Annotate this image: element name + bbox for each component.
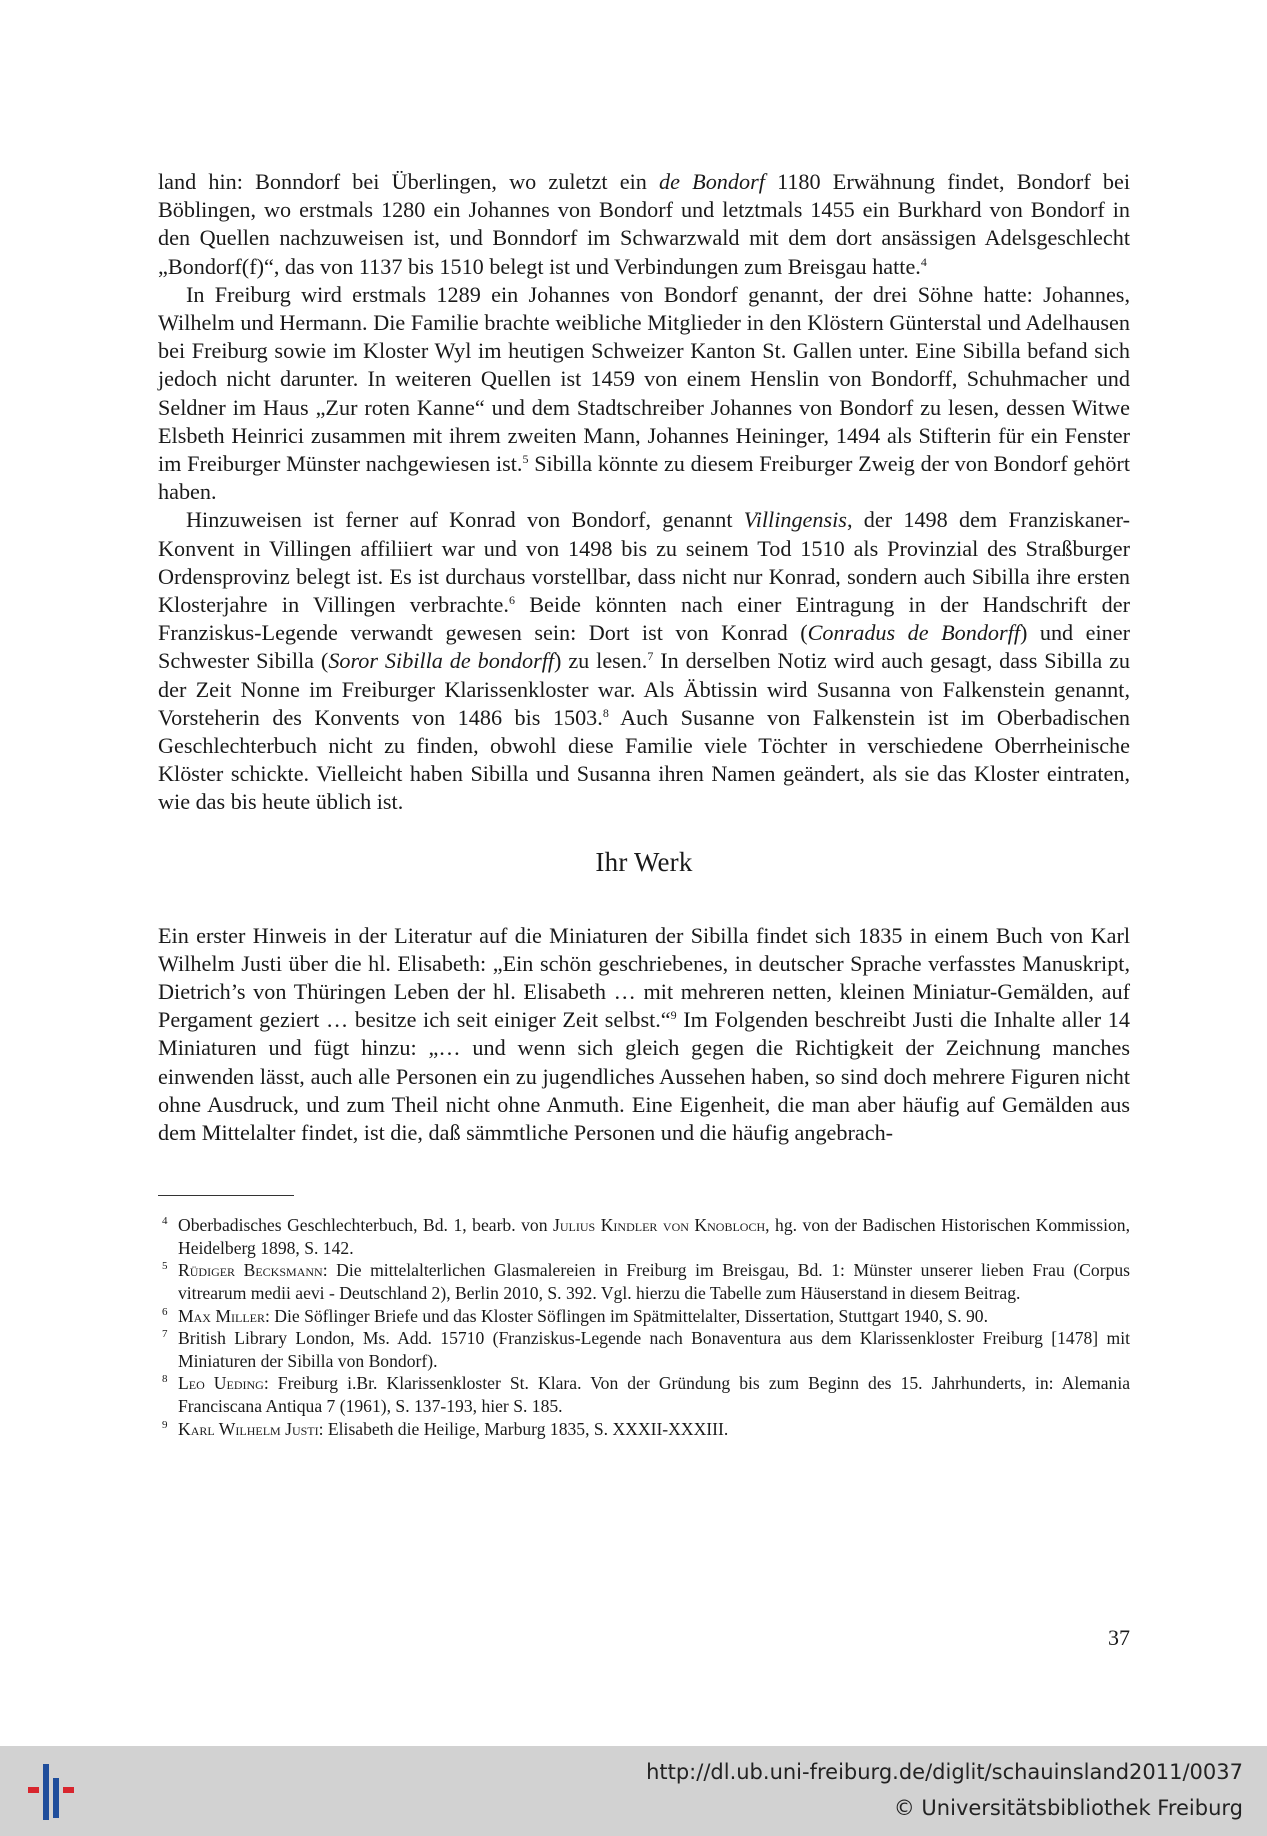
italic-term: Villingensis	[743, 507, 847, 533]
footnote-number: 7	[162, 1328, 168, 1341]
paragraph-2: In Freiburg wird erstmals 1289 ein Johannes von Bondorf genannt, der drei Söhne hatte: Johannes, Wilhelm und Hermann. Die Familie brachte weibliche Mitglieder in den Klöstern Günterstal und Adelhausen bei Freiburg sowie im Kloster Wyl im heutigen Schweizer Kanton St. Gallen unter. Eine Sibilla befand sich jedoch nicht darunter. In weiteren Quellen ist 1459 von einem Henslin von Bondorff, Schuhmacher und Seldner im Haus „Zur roten Kanne“ und dem Stadtschreiber Johannes von Bondorf zu lesen, dessen Witwe Elsbeth Heinrici zusammen mit ihrem zweiten Mann, Johannes Heininger, 1494 als Stifterin für ein Fenster im Freiburger Münster nachgewiesen ist.$^5$ Sibilla könnte zu diesem Freiburger Zweig der von Bondorf gehört haben.	[158, 281, 1130, 505]
footnote-number: 6	[162, 1305, 168, 1318]
page-number: 37	[1108, 1625, 1130, 1650]
author-name: Max Miller	[178, 1305, 266, 1326]
footnote-number: 9	[162, 1418, 168, 1431]
footnote-divider	[158, 1195, 294, 1196]
paragraph-3: Hinzuweisen ist ferner auf Konrad von Bondorf, genannt Villingensis, der 1498 dem Franziskaner-Konvent in Villingen affiliiert war und von 1498 bis zu seinem Tod 1510 als Provinzial des Straßburger Ordensprovinz belegt ist. Es ist durchaus vorstellbar, dass nicht nur Konrad, sondern auch Sibilla ihre ersten Klosterjahre in Villingen verbrachte.$^6$ Beide könnten nach einer Eintragung in der Handschrift der Franziskus-Legende verwandt gewesen sein: Dort ist von Konrad (Conradus de Bondorff) und einer Schwester Sibilla (Soror Sibilla de bondorff) zu lesen.$^7$ In derselben Notiz wird auch gesagt, dass Sibilla zu der Zeit Nonne im Freiburger Klarissenkloster war. Als Äbtissin wird Susanna von Falkenstein genannt, Vorsteherin des Konvents von 1486 bis 1503.$^8$ Auch Susanne von Falkenstein ist im Oberbadischen Geschlechterbuch nicht zu finden, obwohl diese Familie viele Töchter in verschiedene Oberrheinische Klöster schickte. Vielleicht haben Sibilla und Susanna ihren Namen geändert, als sie das Kloster eintraten, wie das bis heute üblich ist.	[158, 507, 1131, 815]
section-heading: Ihr Werk	[595, 846, 693, 877]
footnote-ref-7[interactable]: 7	[647, 649, 654, 664]
copyright-notice: © Universitätsbibliothek Freiburg	[893, 1796, 1243, 1820]
footnote-text: Oberbadisches Geschlechterbuch, Bd. 1, bearb. von Julius Kindler von Knobloch, hg. von der Badischen Historischen Kommission, Heidelberg 1898, S. 142.	[178, 1215, 1130, 1258]
italic-term: de Bondorf	[659, 169, 765, 194]
author-name: Rüdiger Becksmann	[178, 1260, 323, 1281]
footnote-number: 8	[162, 1373, 168, 1386]
footnote-text: British Library London, Ms. Add. 15710 (Franziskus-Legende nach Bonaventura aus dem Klarissenkloster Freiburg [1478] mit Miniaturen der Sibilla von Bondorf).	[178, 1328, 1130, 1371]
italic-term: Conradus de Bondorff	[807, 620, 1020, 646]
footnote-text: Leo Ueding: Freiburg i.Br. Klarissenkloster St. Klara. Von der Gründung bis zum Beginn des 15. Jahrhunderts, in: Alemania Franciscana Antiqua 7 (1961), S. 137-193, hier S. 185.	[178, 1373, 1131, 1417]
italic-term: Soror Sibilla de bondorff	[328, 648, 555, 674]
footnote-text: Max Miller: Die Söflinger Briefe und das Kloster Söflingen im Spätmittelalter, Dissertation, Stuttgart 1940, S. 90.	[178, 1305, 988, 1326]
ub-freiburg-logo-icon	[22, 1760, 82, 1824]
footnote-number: 4	[162, 1215, 168, 1228]
footnote-6	[158, 1305, 1130, 1328]
footnote-ref-8[interactable]: 8	[602, 705, 609, 720]
author-name: Karl Wilhelm Justi	[178, 1418, 319, 1439]
footnote-4	[158, 1214, 1130, 1259]
footnote-ref-9[interactable]: 9	[670, 1008, 677, 1023]
author-name: Leo Ueding	[178, 1373, 264, 1394]
footnote-number: 5	[162, 1260, 168, 1273]
document-url-link[interactable]: http://dl.ub.uni-freiburg.de/diglit/schauinsland2011/0037	[646, 1760, 1243, 1784]
footnote-7	[158, 1327, 1130, 1372]
footnote-8	[158, 1372, 1130, 1417]
footnote-5	[158, 1259, 1130, 1304]
paragraph-1: land hin: Bonndorf bei Überlingen, wo zuletzt ein de Bondorf 1180 Erwähnung findet, Bondorf bei Böblingen, wo erstmals 1280 ein Johannes von Bondorf und letztmals 1455 ein Burkhard von Bondorf in den Quellen nachzuweisen ist, und Bonndorf im Schwarzwald mit dem dort ansässigen Adelsgeschlecht „Bondorf(f)“, das von 1137 bis 1510 belegt ist und Verbindungen zum Breisgau hatte.$^4$	[158, 169, 1130, 279]
footnote-ref-5[interactable]: 5	[522, 452, 529, 467]
footnote-text: Karl Wilhelm Justi: Elisabeth die Heilige, Marburg 1835, S. XXXII-XXXIII.	[178, 1418, 729, 1439]
footnotes-list	[158, 1214, 1130, 1440]
footnote-ref-4[interactable]: 4	[920, 254, 927, 269]
footnote-text: Rüdiger Becksmann: Die mittelalterlichen Glasmalereien in Freiburg im Breisgau, Bd. 1: Münster unserer lieben Frau (Corpus vitrearum medii aevi - Deutschland 2), Berlin 2010, S. 392. Vgl. hierzu die Tabelle zum Häuserstand in diesem Beitrag.	[178, 1260, 1131, 1304]
paragraph-4: Ein erster Hinweis in der Literatur auf die Miniaturen der Sibilla findet sich 1835 in einem Buch von Karl Wilhelm Justi über die hl. Elisabeth: „Ein schön geschriebenes, in deutscher Sprache verfasstes Manuskript, Dietrich’s von Thüringen Leben der hl. Elisabeth … mit mehreren netten, kleinen Miniatur-Gemälden, auf Pergament geziert … besitze ich seit einiger Zeit selbst.“$^9$ Im Folgenden beschreibt Justi die Inhalte aller 14 Miniaturen und fügt hinzu: „… und wenn sich gleich gegen die Richtigkeit der Zeichnung manches einwenden lässt, auch alle Personen ein zu jugendliches Aussehen haben, so sind doch mehrere Figuren nicht ohne Ausdruck, und zum Theil nicht ohne Anmuth. Eine Eigenheit, die man aber häufig auf Gemälden aus dem Mittelalter findet, ist die, daß sämmtliche Personen und die häufig angebrach-	[158, 922, 1130, 1146]
footnote-ref-6[interactable]: 6	[508, 593, 515, 608]
author-name: Julius Kindler von Knobloch	[553, 1215, 766, 1236]
footer-bar	[0, 1746, 1267, 1836]
document-body	[158, 168, 1130, 1440]
footnote-9	[158, 1418, 1130, 1441]
